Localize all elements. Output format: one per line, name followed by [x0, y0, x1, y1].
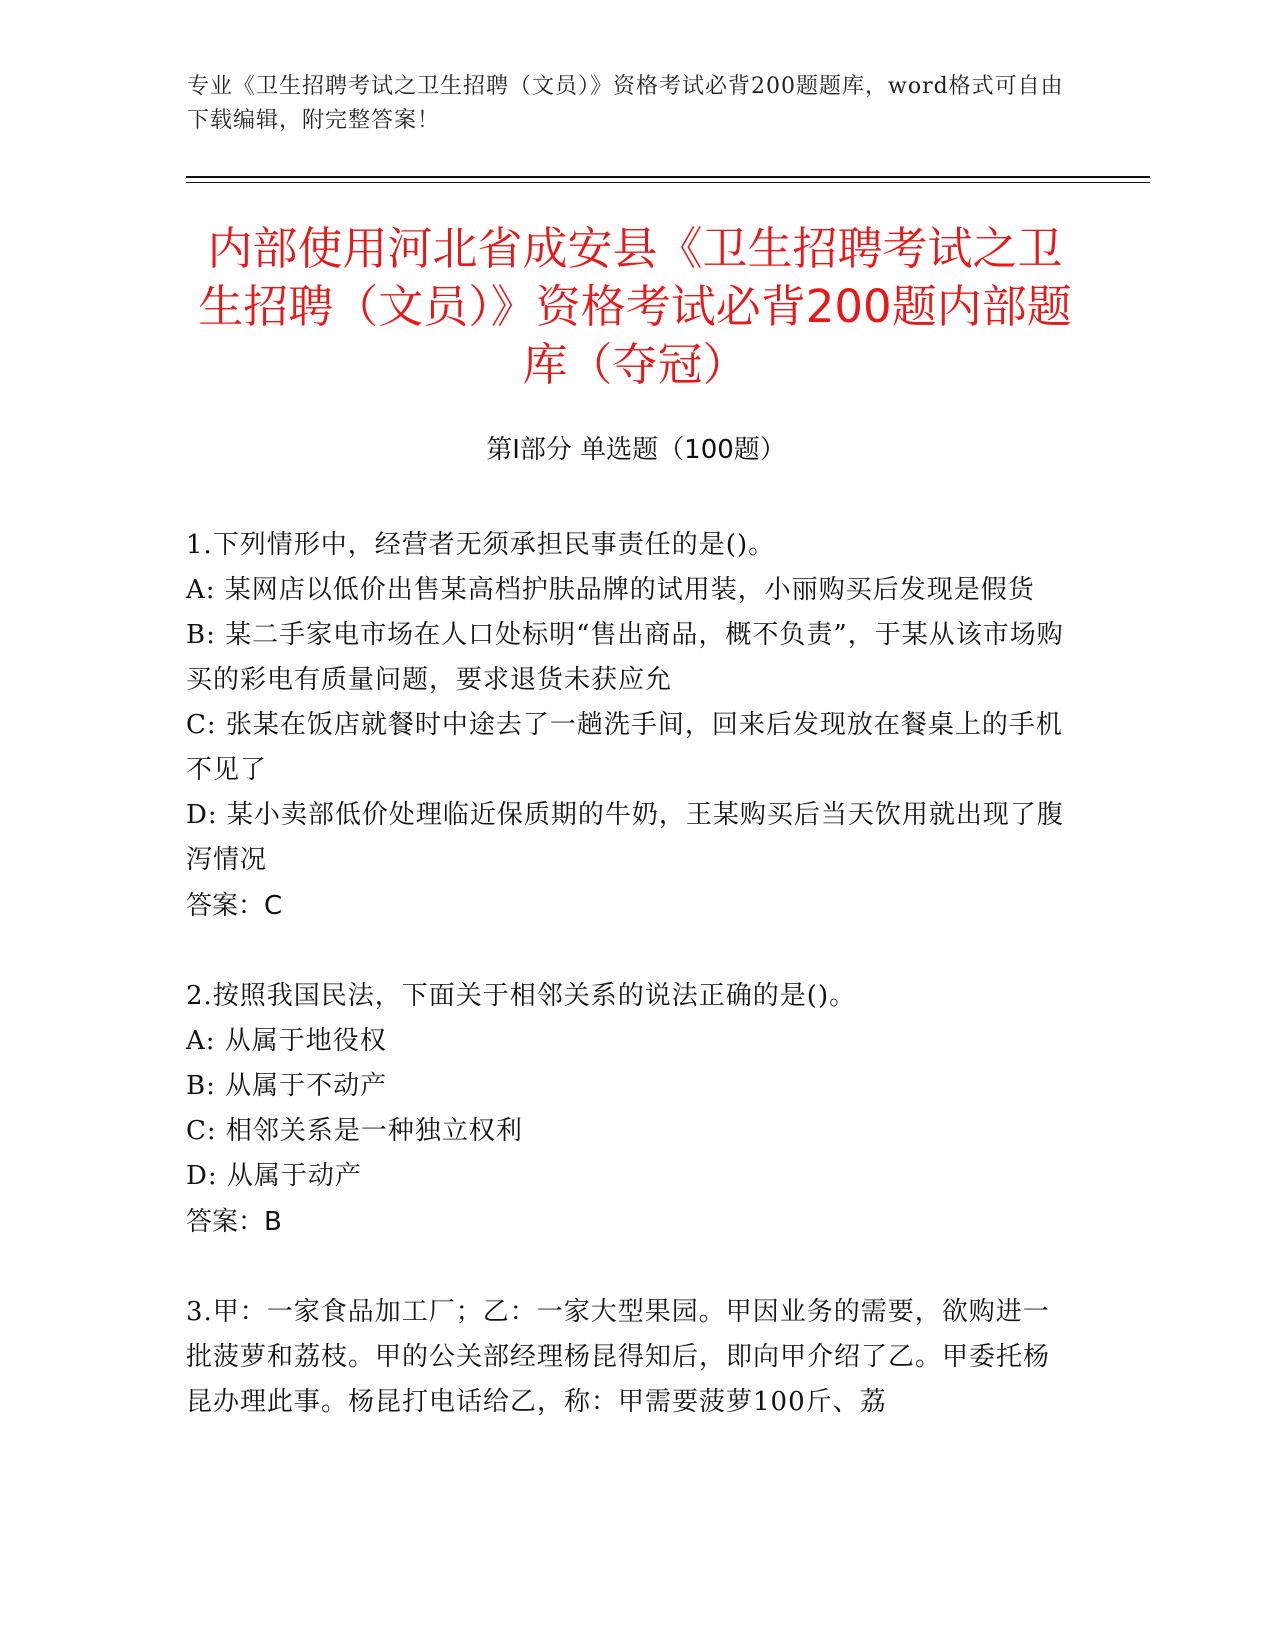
option-d: D: 从属于动产	[186, 1161, 362, 1191]
option-c: C: 张某在饭店就餐时中途去了一趟洗手间，回来后发现放在餐桌上的手机不见了	[186, 710, 1063, 785]
question-2	[186, 974, 1066, 1245]
section-heading: 第Ⅰ部分 单选题（100题）	[486, 435, 786, 465]
option-b: B: 某二手家电市场在人口处标明“售出商品，概不负责”，于某从该市场购买的彩电有质量问题，要求退货未获应允	[186, 620, 1064, 695]
answer: 答案：C	[186, 891, 283, 921]
question-1	[186, 523, 1066, 929]
option-b: B: 从属于不动产	[186, 1071, 388, 1101]
question-stem: 2.按照我国民法，下面关于相邻关系的说法正确的是()。	[186, 981, 857, 1011]
answer: 答案：B	[186, 1207, 282, 1237]
option-a: A: 从属于地役权	[186, 1026, 387, 1056]
question-stem: 1.下列情形中，经营者无须承担民事责任的是()。	[186, 530, 776, 560]
header-divider	[186, 176, 1150, 178]
question-3	[186, 1290, 1066, 1425]
question-list	[186, 523, 1066, 1470]
option-c: C: 相邻关系是一种独立权利	[186, 1116, 523, 1146]
option-d: D: 某小卖部低价处理临近保质期的牛奶，王某购买后当天饮用就出现了腹泻情况	[186, 800, 1064, 875]
header-divider-thin	[186, 182, 1150, 183]
header-note: 专业《卫生招聘考试之卫生招聘（文员）》资格考试必背200题题库，word格式可自由下载编辑，附完整答案！	[187, 74, 1064, 133]
option-a: A: 某网店以低价出售某高档护肤品牌的试用装，小丽购买后发现是假货	[186, 575, 1035, 605]
document-title: 内部使用河北省成安县《卫生招聘考试之卫生招聘（文员）》资格考试必背200题内部题库（夺冠）	[198, 222, 1072, 391]
question-stem: 3.甲：一家食品加工厂；乙：一家大型果园。甲因业务的需要，欲购进一批菠萝和荔枝。甲的公关部经理杨昆得知后，即向甲介绍了乙。甲委托杨昆办理此事。杨昆打电话给乙，称：甲需要菠萝100斤、荔	[186, 1297, 1051, 1417]
